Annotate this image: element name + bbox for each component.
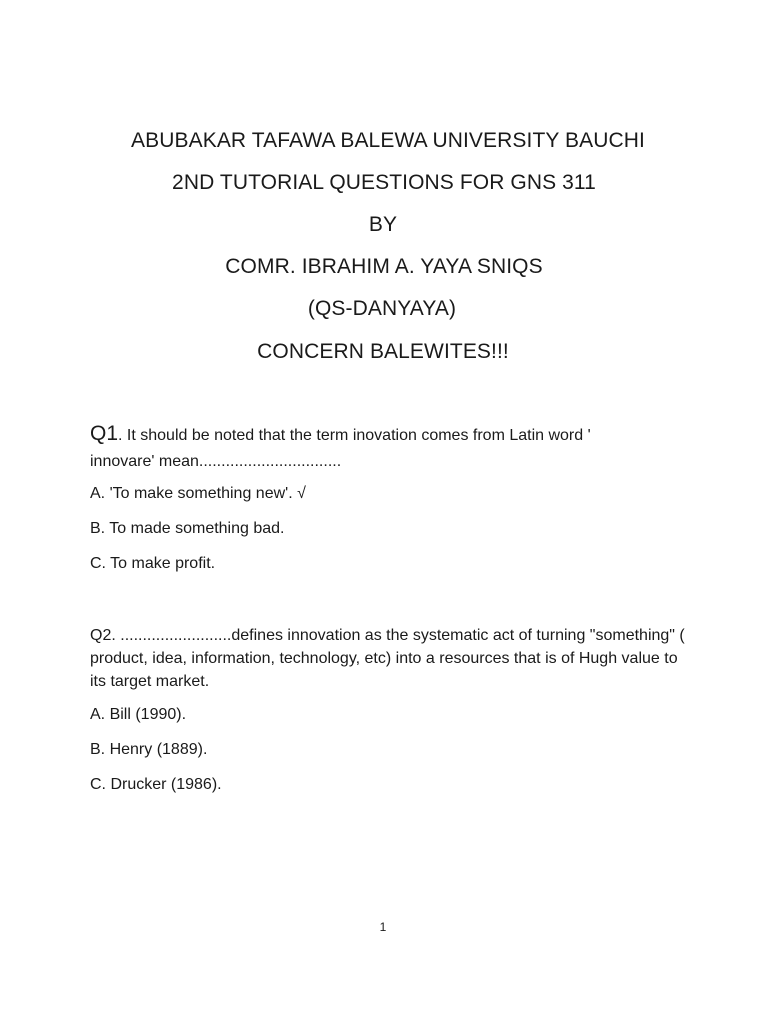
question-2-option-b: B. Henry (1889). [90, 741, 208, 758]
audience-line: CONCERN BALEWITES!!! [257, 340, 509, 363]
tutorial-title: 2ND TUTORIAL QUESTIONS FOR GNS 311 [172, 171, 596, 194]
question-1-text-part1: . It should be noted that the term inovation comes from Latin word ' [118, 427, 591, 444]
question-2-option-c: C. Drucker (1986). [90, 776, 222, 793]
page-number: 1 [379, 920, 387, 934]
question-1 [90, 421, 690, 473]
question-2 [90, 624, 690, 693]
question-1-option-a: A. 'To make something new'. √ [90, 485, 306, 502]
author-alias: (QS-DANYAYA) [307, 297, 457, 320]
author-name: COMR. IBRAHIM A. YAYA SNIQS [225, 255, 543, 278]
question-1-option-b: B. To made something bad. [90, 520, 285, 537]
question-1-first-line [90, 421, 690, 449]
university-title: ABUBAKAR TAFAWA BALEWA UNIVERSITY BAUCHI [131, 129, 645, 152]
question-1-option-c: C. To make profit. [90, 555, 216, 572]
question-1-number: Q1 [90, 422, 119, 445]
question-2-option-a: A. Bill (1990). [90, 706, 187, 723]
question-2-text: .........................defines innovation as the systematic act of turning "something" ( product, idea, information, technology, etc) into a resources that is of Hugh value to its target market. [90, 627, 685, 690]
by-line: BY [368, 213, 398, 236]
question-2-number: Q2. [90, 627, 116, 644]
question-1-text-part2: innovare' mean................................ [90, 453, 342, 470]
